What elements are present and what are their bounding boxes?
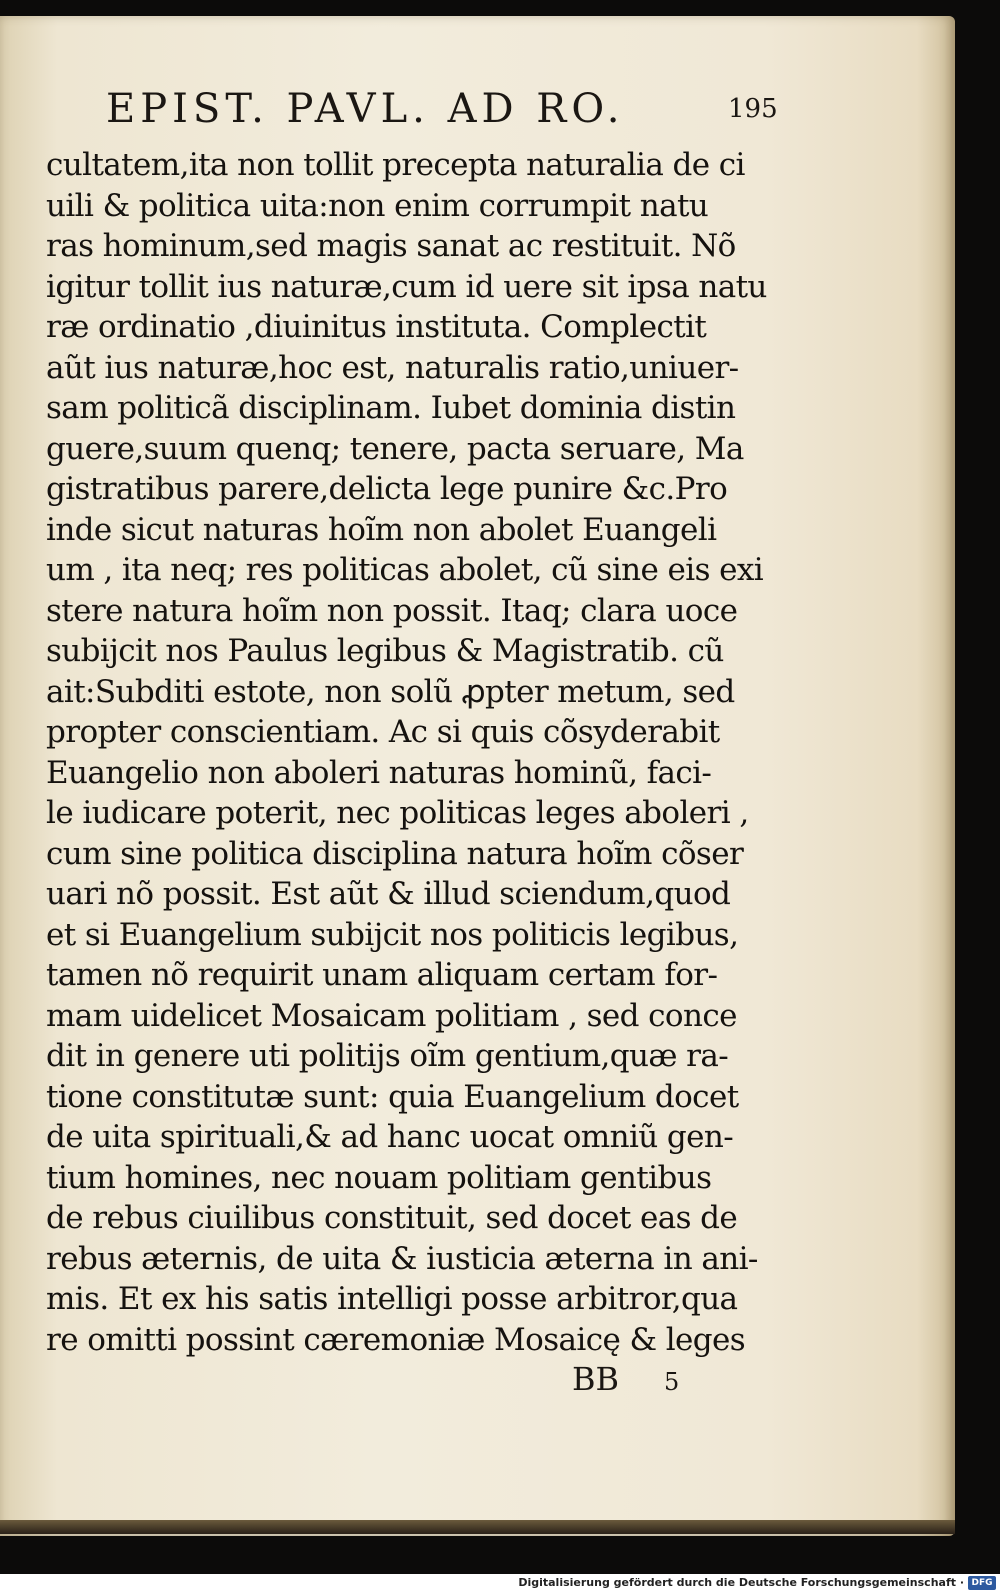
text-line: le iudicare poterit, nec politicas leges aboleri , (46, 795, 749, 831)
text-line: mis. Et ex his satis intelligi posse arbitror,qua (46, 1281, 738, 1317)
text-line: igitur tollit ius naturæ,cum id uere sit ipsa natu (46, 268, 767, 305)
text-line: cultatem,ita non tollit precepta naturalia de ci (46, 147, 745, 183)
text-line: um , ita neq; res politicas abolet, cũ sine eis exi (46, 552, 764, 588)
book-page (0, 16, 955, 1536)
text-line: gistratibus parere,delicta lege punire &c.Pro (46, 471, 728, 507)
text-line: de rebus ciuilibus constituit, sed docet eas de (46, 1200, 738, 1236)
body-text (46, 145, 791, 1360)
page-header (106, 86, 806, 130)
text-line: cum sine politica disciplina natura hoĩm cõser (46, 835, 744, 872)
text-line: tium homines, nec nouam politiam gentibus (46, 1159, 712, 1196)
funding-credit: Digitalisierung gefördert durch die Deutsche Forschungsgemeinschaft · (518, 1576, 964, 1589)
folio-number: 195 (728, 94, 778, 124)
text-line: guere,suum quenq; tenere, pacta seruare, Ma (46, 430, 744, 467)
text-line: uili & politica uita:non enim corrumpit natu (46, 187, 709, 224)
text-line: tione constitutæ sunt: quia Euangelium docet (46, 1078, 739, 1115)
running-title: EPIST. PAVL. AD RO. (106, 86, 625, 132)
text-line: ait:Subditi estote, non solũ ꝓpter metum, sed (46, 673, 735, 710)
signature-mark: BB (572, 1360, 620, 1398)
text-line: subijcit nos Paulus legibus & Magistratib. cũ (46, 633, 724, 669)
text-line: dit in genere uti politijs oĩm gentium,quæ ra- (46, 1038, 729, 1074)
text-line: rebus æternis, de uita & iusticia æterna in ani- (46, 1240, 758, 1277)
text-line: de uita spirituali,& ad hanc uocat omniũ gen- (46, 1119, 734, 1155)
page-edge (0, 1520, 955, 1534)
text-line: inde sicut naturas hoĩm non abolet Euangeli (46, 511, 717, 548)
text-line: mam uidelicet Mosaicam politiam , sed conce (46, 997, 737, 1034)
footer-bar (0, 1574, 1000, 1594)
signature-number: 5 (664, 1368, 680, 1396)
text-line: Euangelio non aboleri naturas hominũ, faci- (46, 754, 712, 791)
text-line: et si Euangelium subijcit nos politicis legibus, (46, 916, 739, 953)
text-line: tamen nõ requirit unam aliquam certam for- (46, 957, 718, 993)
text-line: aũt ius naturæ,hoc est, naturalis ratio,uniuer- (46, 349, 739, 386)
text-line: ræ ordinatio ,diuinitus instituta. Complectit (46, 309, 707, 345)
text-line: uari nõ possit. Est aũt & illud sciendum,quod (46, 876, 731, 912)
dfg-logo: DFG (968, 1576, 996, 1590)
text-line: stere natura hoĩm non possit. Itaq; clara uoce (46, 592, 738, 629)
text-line: propter conscientiam. Ac si quis cõsyderabit (46, 714, 720, 750)
text-line: ras hominum,sed magis sanat ac restituit. Nõ (46, 228, 736, 264)
text-line: re omitti possint cæremoniæ Mosaicę & leges (46, 1321, 746, 1358)
text-line: sam politicã disciplinam. Iubet dominia distin (46, 390, 736, 426)
